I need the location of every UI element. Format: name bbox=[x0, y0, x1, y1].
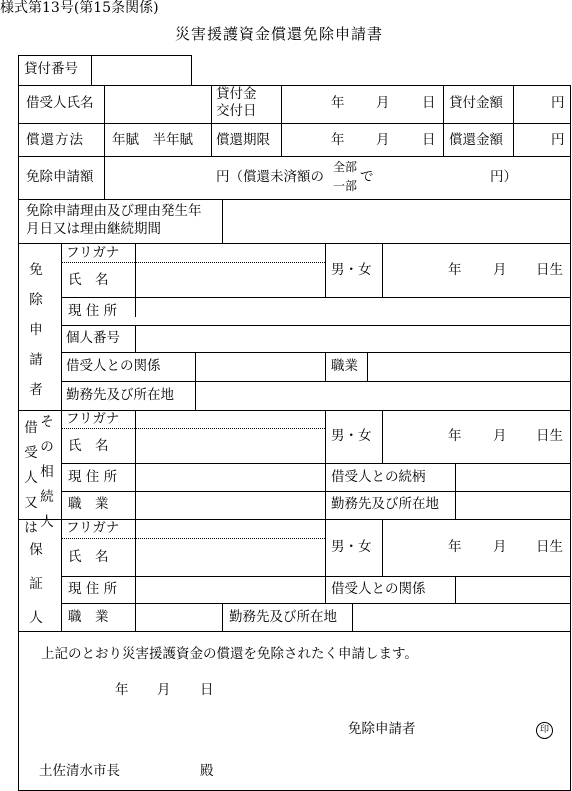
heir-birth-month: 月 bbox=[493, 428, 507, 444]
declaration-honorific: 殿 bbox=[200, 763, 214, 779]
repayment-period-month: 月 bbox=[376, 132, 390, 148]
guarantor-workplace-field[interactable] bbox=[355, 606, 566, 628]
loan-amount-yen: 円 bbox=[551, 95, 565, 111]
guarantor-occupation-label: 職 業 bbox=[68, 609, 109, 625]
guarantor-furigana-label: フリガナ bbox=[66, 520, 120, 536]
heir-side-label-col1: 借 受 人 又 は bbox=[24, 420, 38, 536]
reason-label-1: 免除申請理由及び理由発生年 bbox=[26, 203, 202, 219]
heir-side-label-col2: そ の 相 続 人 bbox=[40, 414, 54, 530]
heir-relationship-field[interactable] bbox=[458, 466, 566, 488]
applicant-occupation-label: 職業 bbox=[331, 358, 358, 374]
loan-date-label-1: 貸付金 bbox=[216, 86, 257, 102]
repayment-period-day: 日 bbox=[422, 132, 436, 148]
heir-address-field[interactable] bbox=[138, 466, 322, 488]
guarantor-birth-day: 日生 bbox=[536, 539, 563, 555]
guarantor-relation-label: 借受人との関係 bbox=[331, 581, 426, 597]
guarantor-address-field[interactable] bbox=[138, 579, 322, 600]
repayment-period-label: 償還期限 bbox=[216, 132, 270, 148]
applicant-name-label: 氏 名 bbox=[68, 272, 109, 288]
heir-birth-day: 日生 bbox=[536, 428, 563, 444]
borrower-name-label: 借受人氏名 bbox=[26, 95, 94, 111]
applicant-relation-label: 借受人との関係 bbox=[66, 358, 161, 374]
exemption-suffix: で bbox=[360, 169, 374, 185]
guarantor-occupation-field[interactable] bbox=[138, 606, 219, 628]
applicant-birth-day: 日生 bbox=[536, 262, 563, 278]
applicant-birth-year: 年 bbox=[448, 262, 462, 278]
loan-date-label-2: 交付日 bbox=[216, 103, 257, 119]
applicant-occupation-field[interactable] bbox=[370, 355, 566, 378]
heir-workplace-field[interactable] bbox=[458, 494, 566, 516]
applicant-id-label: 個人番号 bbox=[66, 330, 120, 346]
guarantor-furigana-field[interactable] bbox=[138, 521, 322, 536]
applicant-name-field[interactable] bbox=[138, 265, 322, 295]
applicant-birth-month: 月 bbox=[493, 262, 507, 278]
applicant-workplace-label: 勤務先及び所在地 bbox=[66, 387, 174, 403]
applicant-gender[interactable]: 男・女 bbox=[331, 262, 372, 278]
guarantor-relation-field[interactable] bbox=[458, 579, 566, 600]
declaration-date-month: 月 bbox=[157, 682, 171, 698]
declaration-date-year: 年 bbox=[115, 682, 129, 698]
guarantor-address-label: 現 住 所 bbox=[68, 581, 118, 597]
applicant-workplace-field[interactable] bbox=[198, 384, 566, 407]
exemption-amount-label: 免除申請額 bbox=[26, 169, 94, 185]
loan-date-day: 日 bbox=[422, 95, 436, 111]
applicant-id-field[interactable] bbox=[138, 328, 566, 349]
reason-field[interactable] bbox=[226, 202, 566, 240]
heir-birth-year: 年 bbox=[448, 428, 462, 444]
loan-date-month: 月 bbox=[376, 95, 390, 111]
page-title: 災害援護資金償還免除申請書 bbox=[175, 25, 384, 43]
declaration-addressee: 土佐清水市長 bbox=[39, 763, 120, 779]
repayment-amount-yen: 円 bbox=[551, 132, 565, 148]
applicant-side-label: 免 除 申 請 者 bbox=[29, 262, 43, 398]
heir-relationship-label: 借受人との続柄 bbox=[331, 469, 426, 485]
guarantor-name-field[interactable] bbox=[138, 541, 322, 573]
applicant-furigana-field[interactable] bbox=[138, 245, 322, 260]
repayment-period-year: 年 bbox=[331, 132, 345, 148]
declaration-statement: 上記のとおり災害援護資金の償還を免除されたく申請します。 bbox=[41, 646, 418, 662]
exemption-amount-text: 円（償還未済額の bbox=[216, 169, 324, 185]
guarantor-side-label: 保 証 人 bbox=[29, 542, 43, 626]
loan-date-year: 年 bbox=[331, 95, 345, 111]
loan-number-field[interactable] bbox=[94, 57, 188, 83]
form-number: 様式第13号(第15条関係) bbox=[0, 0, 159, 16]
guarantor-gender[interactable]: 男・女 bbox=[331, 539, 372, 555]
heir-occupation-label: 職 業 bbox=[68, 496, 109, 512]
exemption-part[interactable]: 一部 bbox=[333, 179, 358, 193]
loan-number-label: 貸付番号 bbox=[24, 61, 78, 77]
repayment-amount-label: 償還金額 bbox=[449, 132, 503, 148]
applicant-address-label: 現 住 所 bbox=[68, 303, 118, 319]
applicant-furigana-label: フリガナ bbox=[66, 245, 120, 261]
applicant-address-field[interactable] bbox=[138, 300, 566, 322]
borrower-name-field[interactable] bbox=[107, 88, 209, 121]
guarantor-birth-month: 月 bbox=[493, 539, 507, 555]
heir-furigana-field[interactable] bbox=[138, 412, 322, 426]
heir-address-label: 現 住 所 bbox=[68, 469, 118, 485]
heir-name-label: 氏 名 bbox=[68, 438, 109, 454]
exemption-yen: 円） bbox=[490, 169, 517, 185]
heir-furigana-label: フリガナ bbox=[66, 411, 120, 427]
repayment-method-label: 償還方法 bbox=[26, 132, 84, 148]
heir-gender[interactable]: 男・女 bbox=[331, 428, 372, 444]
guarantor-birth-year: 年 bbox=[448, 539, 462, 555]
guarantor-name-label: 氏 名 bbox=[68, 549, 109, 565]
heir-occupation-field[interactable] bbox=[138, 494, 322, 516]
repayment-method-options[interactable]: 年賦 半年賦 bbox=[112, 132, 193, 148]
declaration-applicant-label: 免除申請者 bbox=[348, 721, 416, 737]
seal-mark: 印 bbox=[536, 722, 553, 739]
declaration-date-day: 日 bbox=[200, 682, 214, 698]
exemption-all[interactable]: 全部 bbox=[333, 160, 358, 174]
heir-workplace-label: 勤務先及び所在地 bbox=[331, 496, 439, 512]
applicant-relation-field[interactable] bbox=[198, 355, 322, 378]
guarantor-workplace-label: 勤務先及び所在地 bbox=[229, 609, 337, 625]
loan-amount-label: 貸付金額 bbox=[449, 95, 503, 111]
reason-label-2: 月日又は理由継続期間 bbox=[26, 221, 161, 237]
heir-name-field[interactable] bbox=[138, 431, 322, 461]
